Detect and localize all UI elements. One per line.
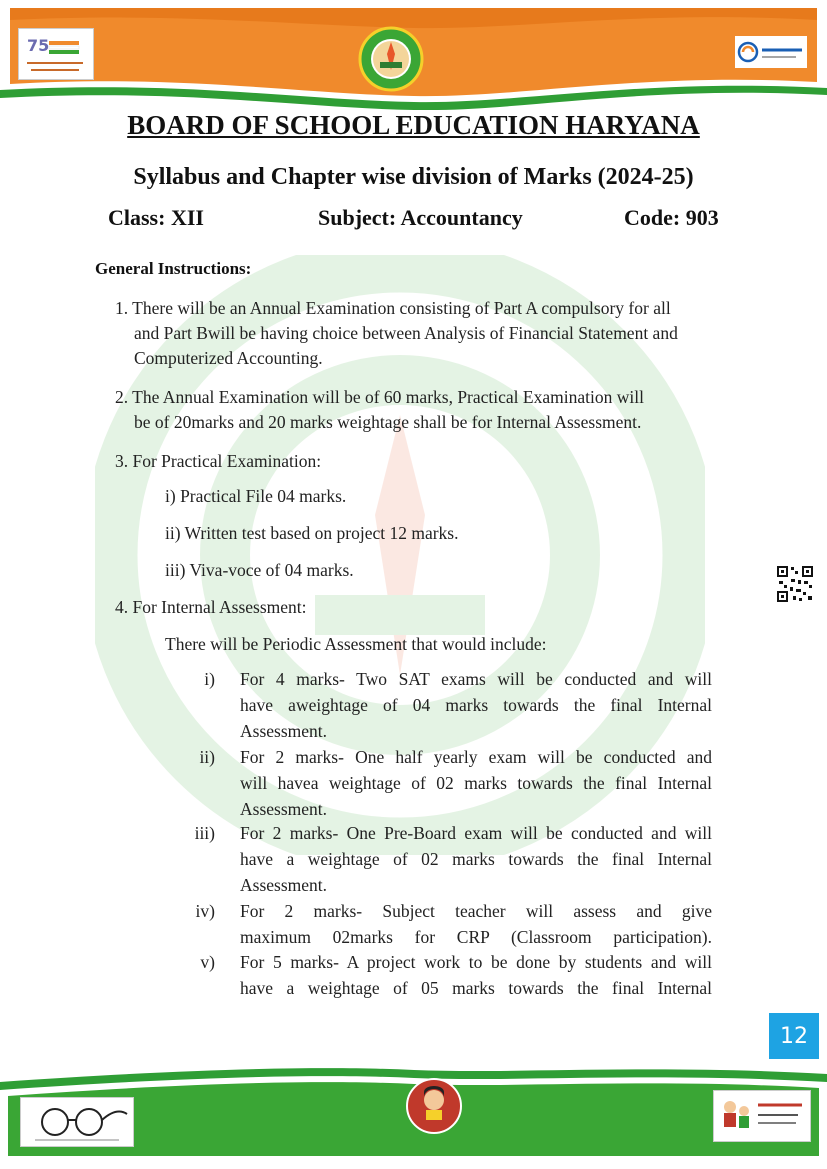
ia-item-line: maximum 02marks for CRP (Classroom participation).: [240, 926, 712, 947]
general-instructions-heading: General Instructions:: [95, 259, 252, 278]
ia-item-number: ii): [199, 747, 215, 767]
ia-item-line: will havea weightage of 02 marks towards the final Internal: [240, 772, 712, 793]
digital-india-logo: [735, 36, 807, 68]
page-subtitle: Syllabus and Chapter wise division of Marks (2024-25): [133, 164, 694, 190]
ia-item-line: For 2 marks- One Pre-Board exam will be conducted and will: [240, 823, 712, 843]
ia-item-line: Assessment.: [240, 874, 328, 895]
shiksha-ka-adhikar-logo: [713, 1090, 811, 1142]
ia-item-line: For 5 marks- A project work to be done by students and will: [240, 952, 712, 972]
ia-item-number: iii): [194, 823, 215, 843]
instruction-1-line-2: and Part Bwill be having choice between Analysis of Financial Statement and: [134, 323, 678, 343]
internal-assessment-intro: There will be Periodic Assessment that would include:: [165, 634, 547, 654]
instruction-3: 3. For Practical Examination:: [115, 451, 322, 471]
ia-item-line: have a weightage of 02 marks towards the final Internal: [240, 848, 712, 869]
ia-item-number: iv): [195, 901, 215, 921]
qr-code: [776, 565, 814, 603]
ia-item-line: have aweightage of 04 marks towards the final Internal: [240, 694, 712, 715]
instruction-1-line-1: 1. There will be an Annual Examination consisting of Part A compulsory for all: [115, 298, 671, 318]
ia-item-line: Assessment.: [240, 798, 328, 819]
ia-item-line: For 4 marks- Two SAT exams will be conducted and will: [240, 669, 712, 689]
instruction-1-line-3: Computerized Accounting.: [134, 348, 323, 368]
ia-item-number: i): [204, 669, 215, 689]
class-label: Class: XII: [108, 205, 204, 230]
bseh-seal-logo: [358, 26, 424, 92]
subject-label: Subject: Accountancy: [318, 205, 523, 230]
code-label: Code: 903: [624, 205, 719, 230]
beti-bachao-beti-padhao-logo: [405, 1070, 463, 1142]
instruction-2-line-2: be of 20marks and 20 marks weightage shall be for Internal Assessment.: [134, 412, 642, 432]
ia-item-line: have a weightage of 05 marks towards the final Internal: [240, 977, 712, 998]
ia-item-line: For 2 marks- One half yearly exam will be conducted and: [240, 747, 712, 767]
azadi-ka-amrit-mahotsav-logo: [18, 28, 94, 80]
ia-item-line: For 2 marks- Subject teacher will assess and give: [240, 901, 712, 921]
practical-item-3: iii) Viva-voce of 04 marks.: [165, 560, 354, 580]
ia-item-line: Assessment.: [240, 720, 328, 741]
page-number-badge: 12: [769, 1013, 819, 1059]
practical-item-1: i) Practical File 04 marks.: [165, 486, 347, 506]
page-title: BOARD OF SCHOOL EDUCATION HARYANA: [127, 110, 700, 140]
instruction-2-line-1: 2. The Annual Examination will be of 60 marks, Practical Examination will: [115, 387, 644, 407]
svg-text:75: 75: [27, 36, 50, 55]
practical-item-2: ii) Written test based on project 12 marks.: [165, 523, 459, 543]
swachh-bharat-logo: [20, 1097, 134, 1147]
ia-item-number: v): [200, 952, 215, 972]
instruction-4: 4. For Internal Assessment:: [115, 597, 307, 617]
